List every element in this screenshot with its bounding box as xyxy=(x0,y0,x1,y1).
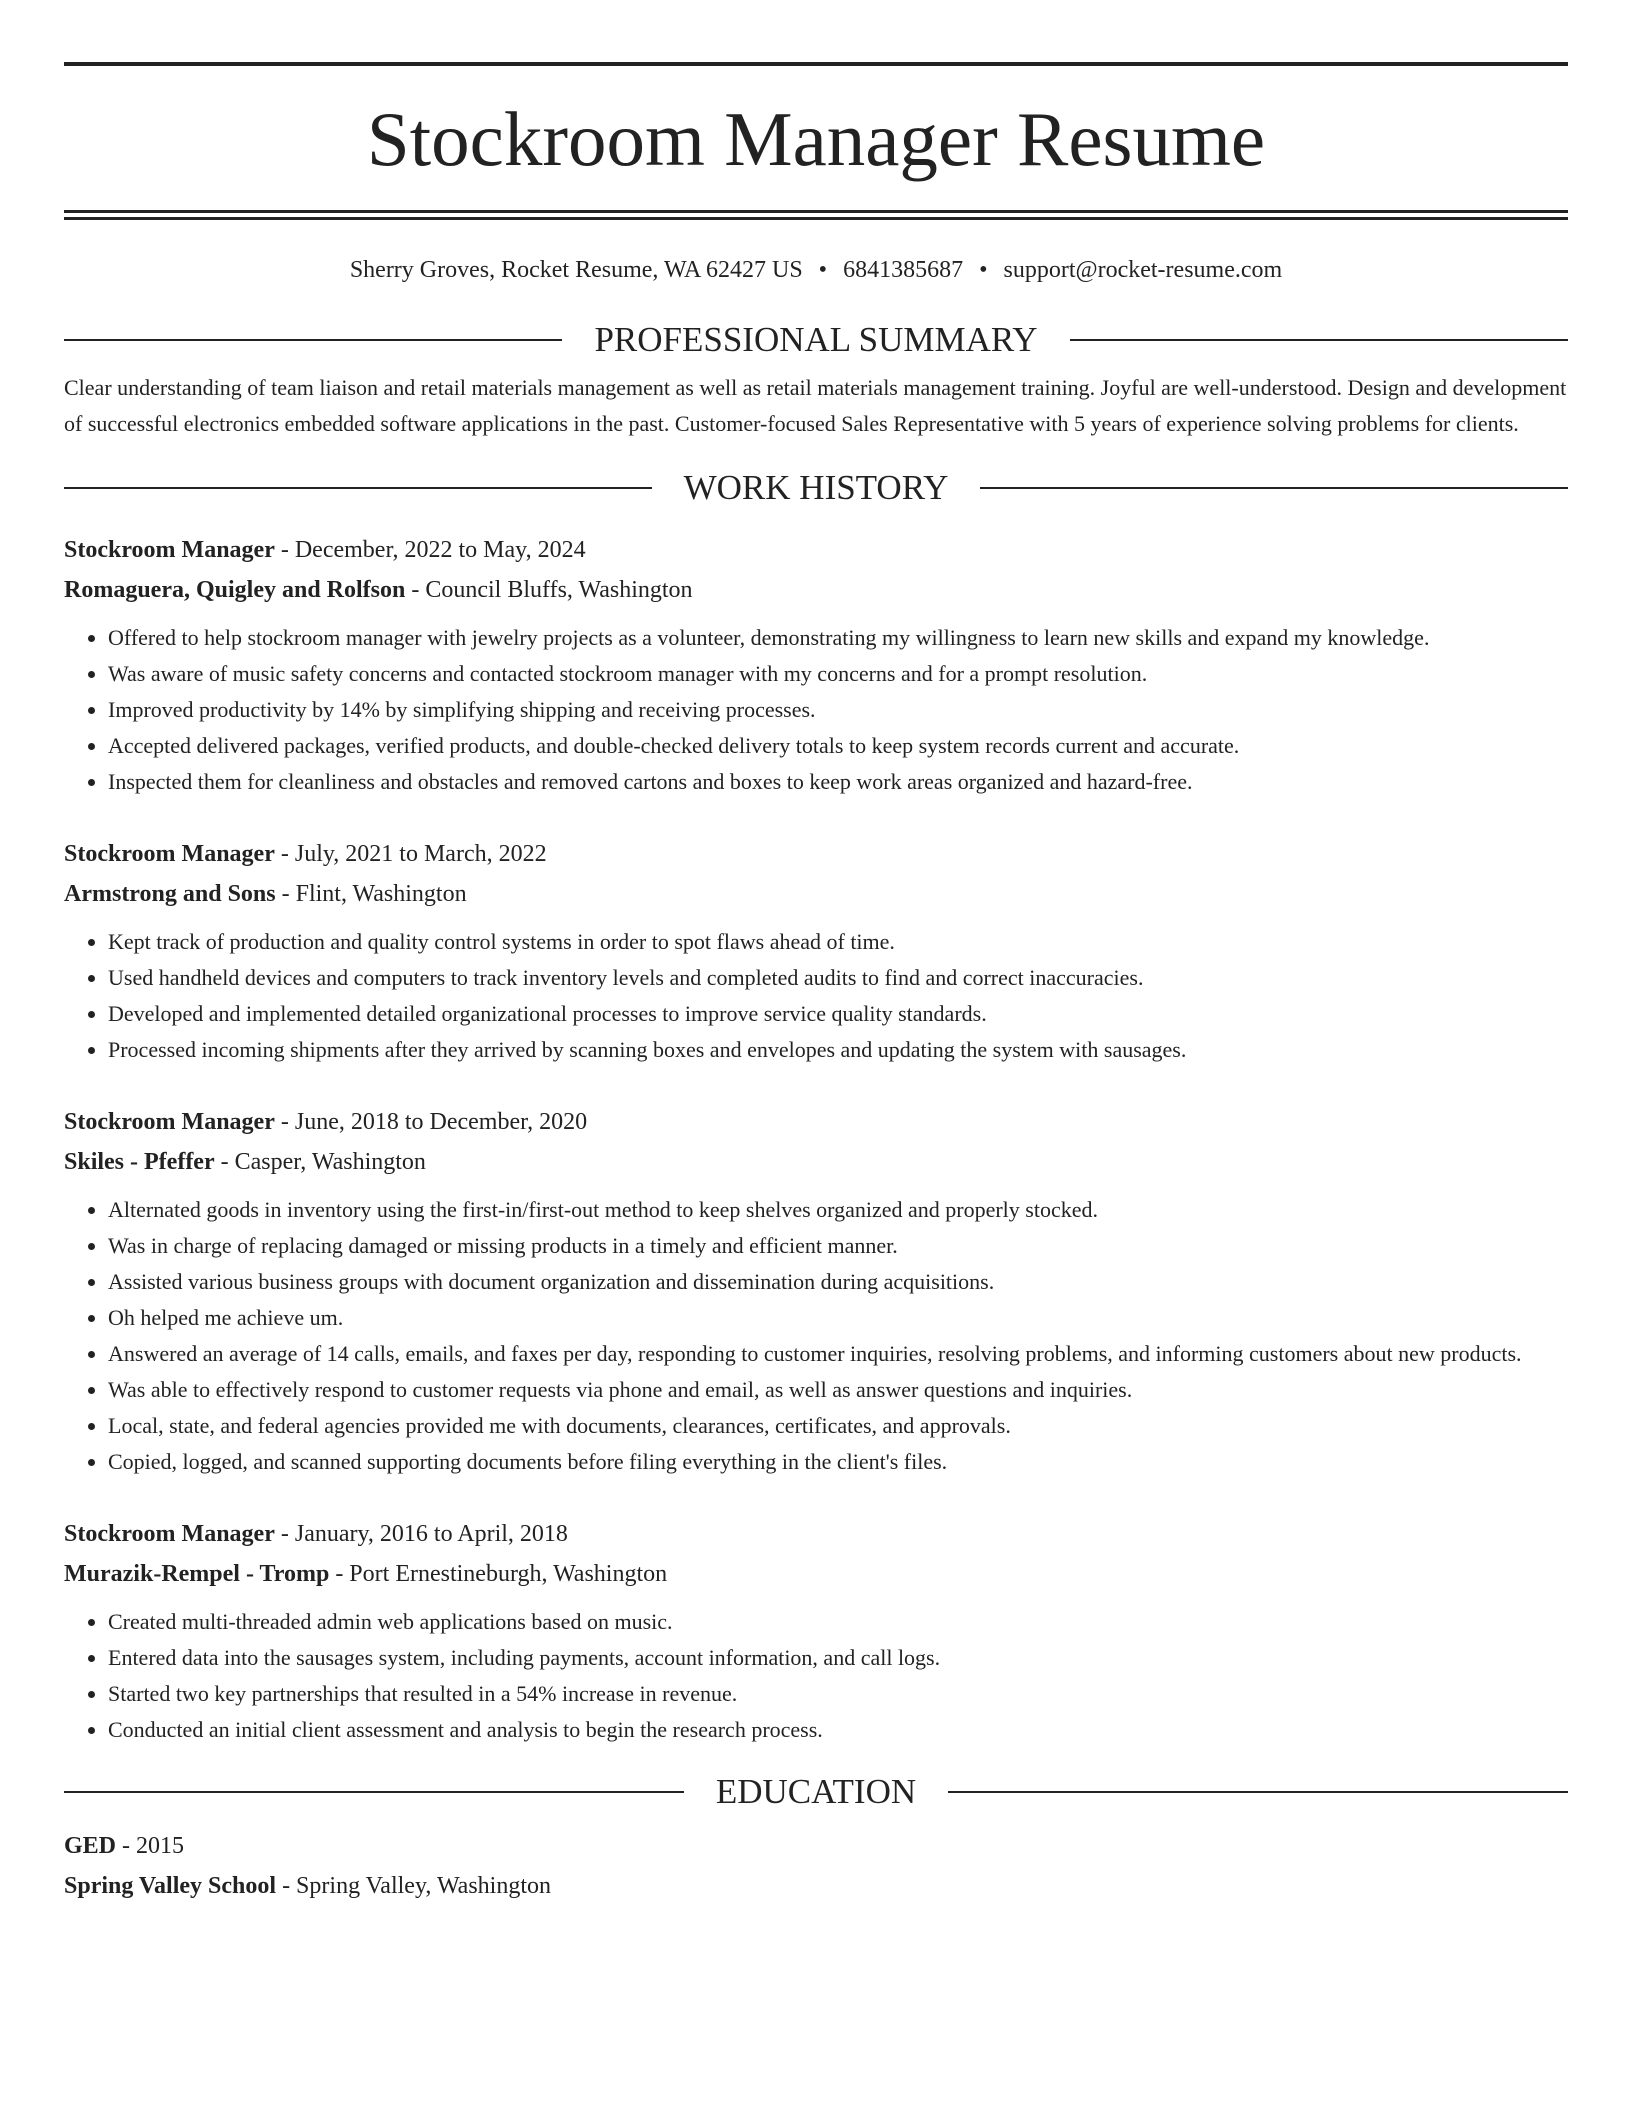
job-entry xyxy=(64,530,1568,800)
education-year: - 2015 xyxy=(116,1833,185,1859)
job-title: Stockroom Manager xyxy=(64,537,275,563)
job-bullet: • Copied, logged, and scanned supporting documents before filing everything in the client's files. xyxy=(108,1444,1568,1480)
job-company: Armstrong and Sons xyxy=(64,881,276,907)
section-heading-work xyxy=(64,468,1568,508)
job-company: Romaguera, Quigley and Rolfson xyxy=(64,577,406,603)
job-bullets xyxy=(64,1192,1568,1480)
job-bullet: • Alternated goods in inventory using the first-in/first-out method to keep shelves organized and properly stocked. xyxy=(108,1192,1568,1228)
job-title-line xyxy=(64,834,1568,874)
job-dates: - June, 2018 to December, 2020 xyxy=(274,1109,588,1135)
job-location: - Council Bluffs, Washington xyxy=(405,577,693,603)
heading-rule-right xyxy=(948,1791,1568,1793)
section-heading-education xyxy=(64,1772,1568,1812)
job-bullet: • Offered to help stockroom manager with jewelry projects as a volunteer, demonstrating my willingness to learn new skills and expand my knowledge. xyxy=(108,620,1568,656)
job-entry xyxy=(64,834,1568,1068)
job-title: Stockroom Manager xyxy=(64,1521,275,1547)
job-bullet: • Accepted delivered packages, verified products, and double-checked delivery totals to keep system records current and accurate. xyxy=(108,728,1568,764)
contact-phone: 6841385687 xyxy=(843,257,964,283)
job-bullet: • Was able to effectively respond to customer requests via phone and email, as well as answer questions and inquiries. xyxy=(108,1372,1568,1408)
job-bullet: • Started two key partnerships that resulted in a 54% increase in revenue. xyxy=(108,1676,1568,1712)
job-bullets xyxy=(64,1604,1568,1748)
job-bullet: • Kept track of production and quality control systems in order to spot flaws ahead of time. xyxy=(108,924,1568,960)
job-bullet: • Improved productivity by 14% by simplifying shipping and receiving processes. xyxy=(108,692,1568,728)
job-entry xyxy=(64,1514,1568,1748)
education-degree-line xyxy=(64,1826,1568,1866)
contact-address: Sherry Groves, Rocket Resume, WA 62427 US xyxy=(349,257,803,283)
contact-line xyxy=(64,256,1568,284)
heading-rule-right xyxy=(1070,339,1568,341)
section-label: EDUCATION xyxy=(715,1772,917,1811)
education-school-line xyxy=(64,1866,1568,1906)
heading-rule-right xyxy=(980,487,1568,489)
resume-title: Stockroom Manager Resume xyxy=(366,96,1266,182)
job-bullet: • Inspected them for cleanliness and obstacles and removed cartons and boxes to keep work areas organized and hazard-free. xyxy=(108,764,1568,800)
job-dates: - December, 2022 to May, 2024 xyxy=(274,537,586,563)
job-bullet: • Local, state, and federal agencies provided me with documents, clearances, certificates, and approvals. xyxy=(108,1408,1568,1444)
job-bullets xyxy=(64,620,1568,800)
job-bullet: • Assisted various business groups with document organization and dissemination during acquisitions. xyxy=(108,1264,1568,1300)
job-location: - Port Ernestineburgh, Washington xyxy=(329,1561,668,1587)
job-company-line xyxy=(64,874,1568,914)
education-degree: GED xyxy=(64,1833,117,1859)
contact-separator: • xyxy=(979,257,988,283)
job-bullet: • Was in charge of replacing damaged or missing products in a timely and efficient manner. xyxy=(108,1228,1568,1264)
contact-separator: • xyxy=(818,257,828,283)
education-location: - Spring Valley, Washington xyxy=(276,1873,552,1899)
job-bullet: • Processed incoming shipments after they arrived by scanning boxes and envelopes and updating the system with sausages. xyxy=(108,1032,1568,1068)
work-history-list xyxy=(64,530,1568,1748)
job-entry xyxy=(64,1102,1568,1480)
job-company: Murazik-Rempel - Tromp xyxy=(64,1561,330,1587)
job-bullets xyxy=(64,924,1568,1068)
resume-page xyxy=(64,62,1568,1906)
job-bullet: • Created multi-threaded admin web applications based on music. xyxy=(108,1604,1568,1640)
job-bullet: • Was aware of music safety concerns and contacted stockroom manager with my concerns and for a prompt resolution. xyxy=(108,656,1568,692)
job-bullet: • Used handheld devices and computers to track inventory levels and completed audits to find and correct inaccuracies. xyxy=(108,960,1568,996)
job-dates: - July, 2021 to March, 2022 xyxy=(274,841,547,867)
job-title-line xyxy=(64,530,1568,570)
job-company-line xyxy=(64,570,1568,610)
job-bullet: • Oh helped me achieve um. xyxy=(108,1300,1568,1336)
contact-email: support@rocket-resume.com xyxy=(1003,257,1283,283)
section-label: PROFESSIONAL SUMMARY xyxy=(594,320,1038,359)
summary-text: Clear understanding of team liaison and retail materials management as well as retail materials management training. Joyful are well-understood. Design and development of successful electronics embedded software applications in the past. Customer-focused Sales Representative with 5 years of experience solving problems for clients. xyxy=(64,375,1567,436)
section-heading-summary xyxy=(64,320,1568,360)
heading-rule-left xyxy=(64,339,562,341)
education-school: Spring Valley School xyxy=(64,1873,277,1899)
job-title-line xyxy=(64,1102,1568,1142)
job-bullet: • Conducted an initial client assessment and analysis to begin the research process. xyxy=(108,1712,1568,1748)
job-company-line xyxy=(64,1142,1568,1182)
job-location: - Casper, Washington xyxy=(214,1149,426,1175)
job-dates: - January, 2016 to April, 2018 xyxy=(274,1521,568,1547)
heading-rule-left xyxy=(64,1791,684,1793)
title-double-rule xyxy=(64,210,1568,220)
education-entry xyxy=(64,1826,1568,1906)
job-company-line xyxy=(64,1554,1568,1594)
job-bullet: • Entered data into the sausages system, including payments, account information, and call logs. xyxy=(108,1640,1568,1676)
top-rule xyxy=(64,62,1568,66)
heading-rule-left xyxy=(64,487,652,489)
job-company: Skiles - Pfeffer xyxy=(64,1149,215,1175)
job-bullet: • Developed and implemented detailed organizational processes to improve service quality standards. xyxy=(108,996,1568,1032)
job-title: Stockroom Manager xyxy=(64,841,275,867)
section-label: WORK HISTORY xyxy=(683,468,949,507)
job-location: - Flint, Washington xyxy=(275,881,467,907)
job-title: Stockroom Manager xyxy=(64,1109,275,1135)
job-title-line xyxy=(64,1514,1568,1554)
job-bullet: • Answered an average of 14 calls, emails, and faxes per day, responding to customer inquiries, resolving problems, and informing customers about new products. xyxy=(108,1336,1568,1372)
